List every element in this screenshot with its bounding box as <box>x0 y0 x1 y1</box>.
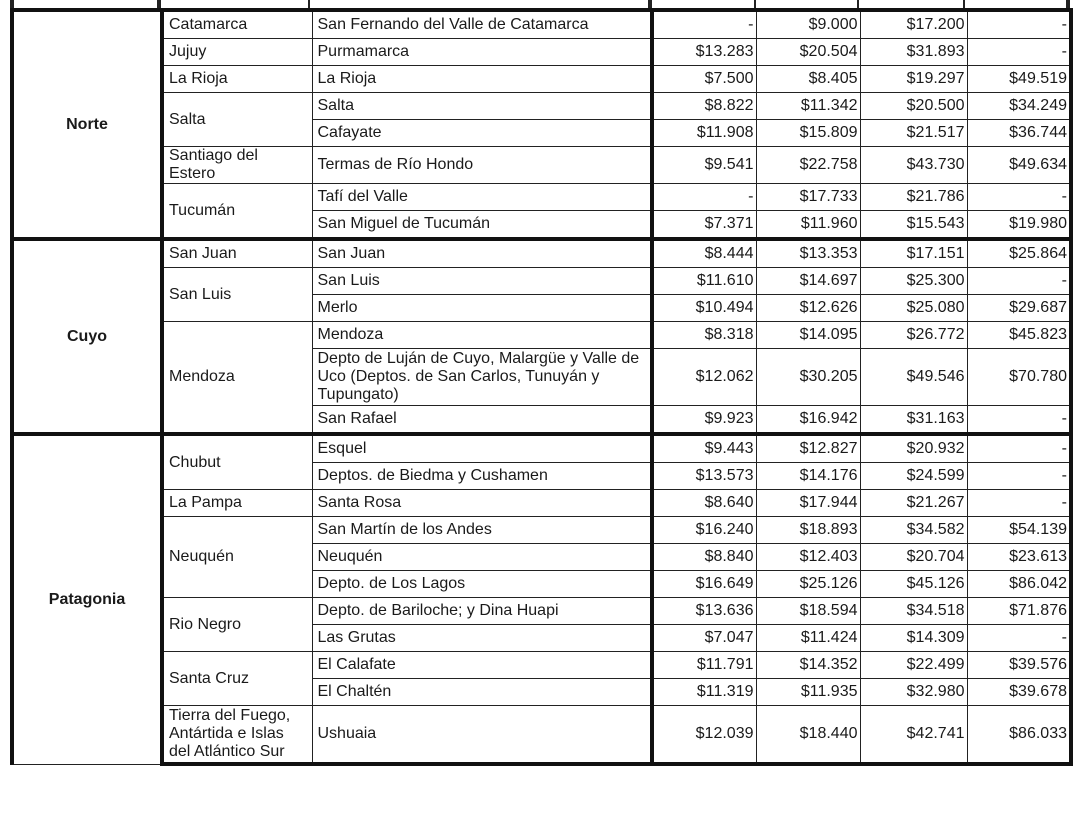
price-cell: $8.640 <box>652 490 756 517</box>
price-cell: $19.297 <box>860 66 967 93</box>
price-cell: $9.000 <box>756 10 860 39</box>
price-cell: $17.151 <box>860 239 967 268</box>
table-row <box>12 322 1071 349</box>
price-cell: $8.822 <box>652 93 756 120</box>
price-cell: $11.610 <box>652 268 756 295</box>
price-cell: - <box>967 406 1071 435</box>
table-row <box>12 434 1071 463</box>
table-row <box>12 93 1071 120</box>
price-cell: $11.791 <box>652 652 756 679</box>
price-cell: $13.283 <box>652 39 756 66</box>
province-cell: Santiago del Estero <box>162 147 312 184</box>
province-cell: La Rioja <box>162 66 312 93</box>
price-cell: $20.500 <box>860 93 967 120</box>
price-cell: $18.893 <box>756 517 860 544</box>
price-cell: $22.758 <box>756 147 860 184</box>
province-cell: Jujuy <box>162 39 312 66</box>
destination-cell: Cafayate <box>312 120 652 147</box>
destination-cell: Neuquén <box>312 544 652 571</box>
price-cell: $12.403 <box>756 544 860 571</box>
price-cell: $34.582 <box>860 517 967 544</box>
price-cell: $13.353 <box>756 239 860 268</box>
price-cell: $8.318 <box>652 322 756 349</box>
price-cell: $16.942 <box>756 406 860 435</box>
price-cell: $16.240 <box>652 517 756 544</box>
province-cell: Santa Cruz <box>162 652 312 706</box>
table-row <box>12 239 1071 268</box>
province-cell: Chubut <box>162 434 312 490</box>
price-cell: $20.932 <box>860 434 967 463</box>
province-cell: Salta <box>162 93 312 147</box>
price-cell: - <box>967 490 1071 517</box>
destination-cell: El Chaltén <box>312 679 652 706</box>
price-cell: $34.518 <box>860 598 967 625</box>
price-cell: - <box>967 184 1071 211</box>
price-cell: $9.443 <box>652 434 756 463</box>
price-cell: $11.319 <box>652 679 756 706</box>
destination-cell: Depto de Luján de Cuyo, Malargüe y Valle de Uco (Deptos. de San Carlos, Tunuyán y Tupungato) <box>312 349 652 406</box>
price-cell: $17.944 <box>756 490 860 517</box>
destination-cell: Santa Rosa <box>312 490 652 517</box>
price-cell: $12.039 <box>652 706 756 765</box>
price-cell: $14.697 <box>756 268 860 295</box>
price-cell: $31.893 <box>860 39 967 66</box>
province-cell: Neuquén <box>162 517 312 598</box>
price-cell: - <box>967 463 1071 490</box>
region-cell: Cuyo <box>12 239 162 434</box>
destination-cell: Termas de Río Hondo <box>312 147 652 184</box>
price-cell: - <box>967 434 1071 463</box>
price-cell: $43.730 <box>860 147 967 184</box>
destination-cell: San Martín de los Andes <box>312 517 652 544</box>
price-cell: - <box>652 184 756 211</box>
table-row <box>12 39 1071 66</box>
destination-cell: San Miguel de Tucumán <box>312 211 652 240</box>
province-cell: Tierra del Fuego, Antártida e Islas del Atlántico Sur <box>162 706 312 765</box>
price-cell: $25.864 <box>967 239 1071 268</box>
price-cell: $8.444 <box>652 239 756 268</box>
region-cell: Patagonia <box>12 434 162 764</box>
price-cell: $13.573 <box>652 463 756 490</box>
price-cell: $25.080 <box>860 295 967 322</box>
destination-cell: La Rioja <box>312 66 652 93</box>
price-cell: - <box>967 268 1071 295</box>
destination-cell: Merlo <box>312 295 652 322</box>
price-cell: $15.543 <box>860 211 967 240</box>
destination-cell: San Juan <box>312 239 652 268</box>
price-cell: $23.613 <box>967 544 1071 571</box>
price-cell: $45.823 <box>967 322 1071 349</box>
price-cell: $25.126 <box>756 571 860 598</box>
destination-cell: San Rafael <box>312 406 652 435</box>
price-cell: - <box>967 39 1071 66</box>
price-cell: $21.267 <box>860 490 967 517</box>
table-row <box>12 598 1071 625</box>
price-cell: $70.780 <box>967 349 1071 406</box>
price-cell: $9.541 <box>652 147 756 184</box>
price-cell: $8.840 <box>652 544 756 571</box>
price-cell: $17.733 <box>756 184 860 211</box>
price-cell: $9.923 <box>652 406 756 435</box>
price-cell: $30.205 <box>756 349 860 406</box>
destination-cell: Esquel <box>312 434 652 463</box>
price-cell: $25.300 <box>860 268 967 295</box>
table-row <box>12 517 1071 544</box>
price-cell: $12.626 <box>756 295 860 322</box>
table-row <box>12 147 1071 184</box>
province-cell: Catamarca <box>162 10 312 39</box>
province-cell: Rio Negro <box>162 598 312 652</box>
destination-cell: Mendoza <box>312 322 652 349</box>
tariff-table <box>10 8 1073 766</box>
price-cell: $39.576 <box>967 652 1071 679</box>
price-cell: $11.908 <box>652 120 756 147</box>
region-cell: Norte <box>12 10 162 239</box>
price-cell: $32.980 <box>860 679 967 706</box>
price-cell: $39.678 <box>967 679 1071 706</box>
price-cell: $17.200 <box>860 10 967 39</box>
destination-cell: El Calafate <box>312 652 652 679</box>
price-cell: $10.494 <box>652 295 756 322</box>
price-cell: $11.342 <box>756 93 860 120</box>
table-row <box>12 10 1071 39</box>
price-cell: $22.499 <box>860 652 967 679</box>
price-cell: - <box>967 10 1071 39</box>
destination-cell: San Fernando del Valle de Catamarca <box>312 10 652 39</box>
price-cell: $14.095 <box>756 322 860 349</box>
price-cell: $19.980 <box>967 211 1071 240</box>
price-cell: $11.960 <box>756 211 860 240</box>
table-row <box>12 184 1071 211</box>
destination-cell: San Luis <box>312 268 652 295</box>
price-cell: $11.424 <box>756 625 860 652</box>
table-row <box>12 268 1071 295</box>
price-cell: $36.744 <box>967 120 1071 147</box>
destination-cell: Depto. de Los Lagos <box>312 571 652 598</box>
price-cell: $71.876 <box>967 598 1071 625</box>
price-cell: $45.126 <box>860 571 967 598</box>
price-cell: $20.704 <box>860 544 967 571</box>
table-row <box>12 706 1071 765</box>
price-cell: $16.649 <box>652 571 756 598</box>
price-cell: $21.517 <box>860 120 967 147</box>
price-cell: - <box>652 10 756 39</box>
destination-cell: Deptos. de Biedma y Cushamen <box>312 463 652 490</box>
price-cell: $14.176 <box>756 463 860 490</box>
price-cell: $49.519 <box>967 66 1071 93</box>
price-cell: $18.594 <box>756 598 860 625</box>
price-cell: $49.546 <box>860 349 967 406</box>
price-cell: $7.047 <box>652 625 756 652</box>
price-cell: $7.371 <box>652 211 756 240</box>
destination-cell: Las Grutas <box>312 625 652 652</box>
price-cell: $24.599 <box>860 463 967 490</box>
province-cell: San Juan <box>162 239 312 268</box>
price-cell: $8.405 <box>756 66 860 93</box>
price-cell: $26.772 <box>860 322 967 349</box>
price-cell: $15.809 <box>756 120 860 147</box>
price-cell: $31.163 <box>860 406 967 435</box>
price-cell: - <box>967 625 1071 652</box>
destination-cell: Purmamarca <box>312 39 652 66</box>
province-cell: San Luis <box>162 268 312 322</box>
destination-cell: Tafí del Valle <box>312 184 652 211</box>
price-cell: $13.636 <box>652 598 756 625</box>
price-cell: $7.500 <box>652 66 756 93</box>
price-cell: $86.042 <box>967 571 1071 598</box>
province-cell: Mendoza <box>162 322 312 435</box>
table-row <box>12 490 1071 517</box>
price-cell: $14.309 <box>860 625 967 652</box>
province-cell: Tucumán <box>162 184 312 240</box>
price-cell: $14.352 <box>756 652 860 679</box>
price-cell: $12.827 <box>756 434 860 463</box>
table-row <box>12 66 1071 93</box>
price-cell: $42.741 <box>860 706 967 765</box>
destination-cell: Ushuaia <box>312 706 652 765</box>
price-cell: $29.687 <box>967 295 1071 322</box>
price-cell: $21.786 <box>860 184 967 211</box>
province-cell: La Pampa <box>162 490 312 517</box>
price-cell: $20.504 <box>756 39 860 66</box>
table-row <box>12 652 1071 679</box>
destination-cell: Depto. de Bariloche; y Dina Huapi <box>312 598 652 625</box>
price-cell: $18.440 <box>756 706 860 765</box>
price-cell: $12.062 <box>652 349 756 406</box>
price-cell: $11.935 <box>756 679 860 706</box>
price-cell: $54.139 <box>967 517 1071 544</box>
destination-cell: Salta <box>312 93 652 120</box>
price-cell: $49.634 <box>967 147 1071 184</box>
price-cell: $86.033 <box>967 706 1071 765</box>
price-cell: $34.249 <box>967 93 1071 120</box>
